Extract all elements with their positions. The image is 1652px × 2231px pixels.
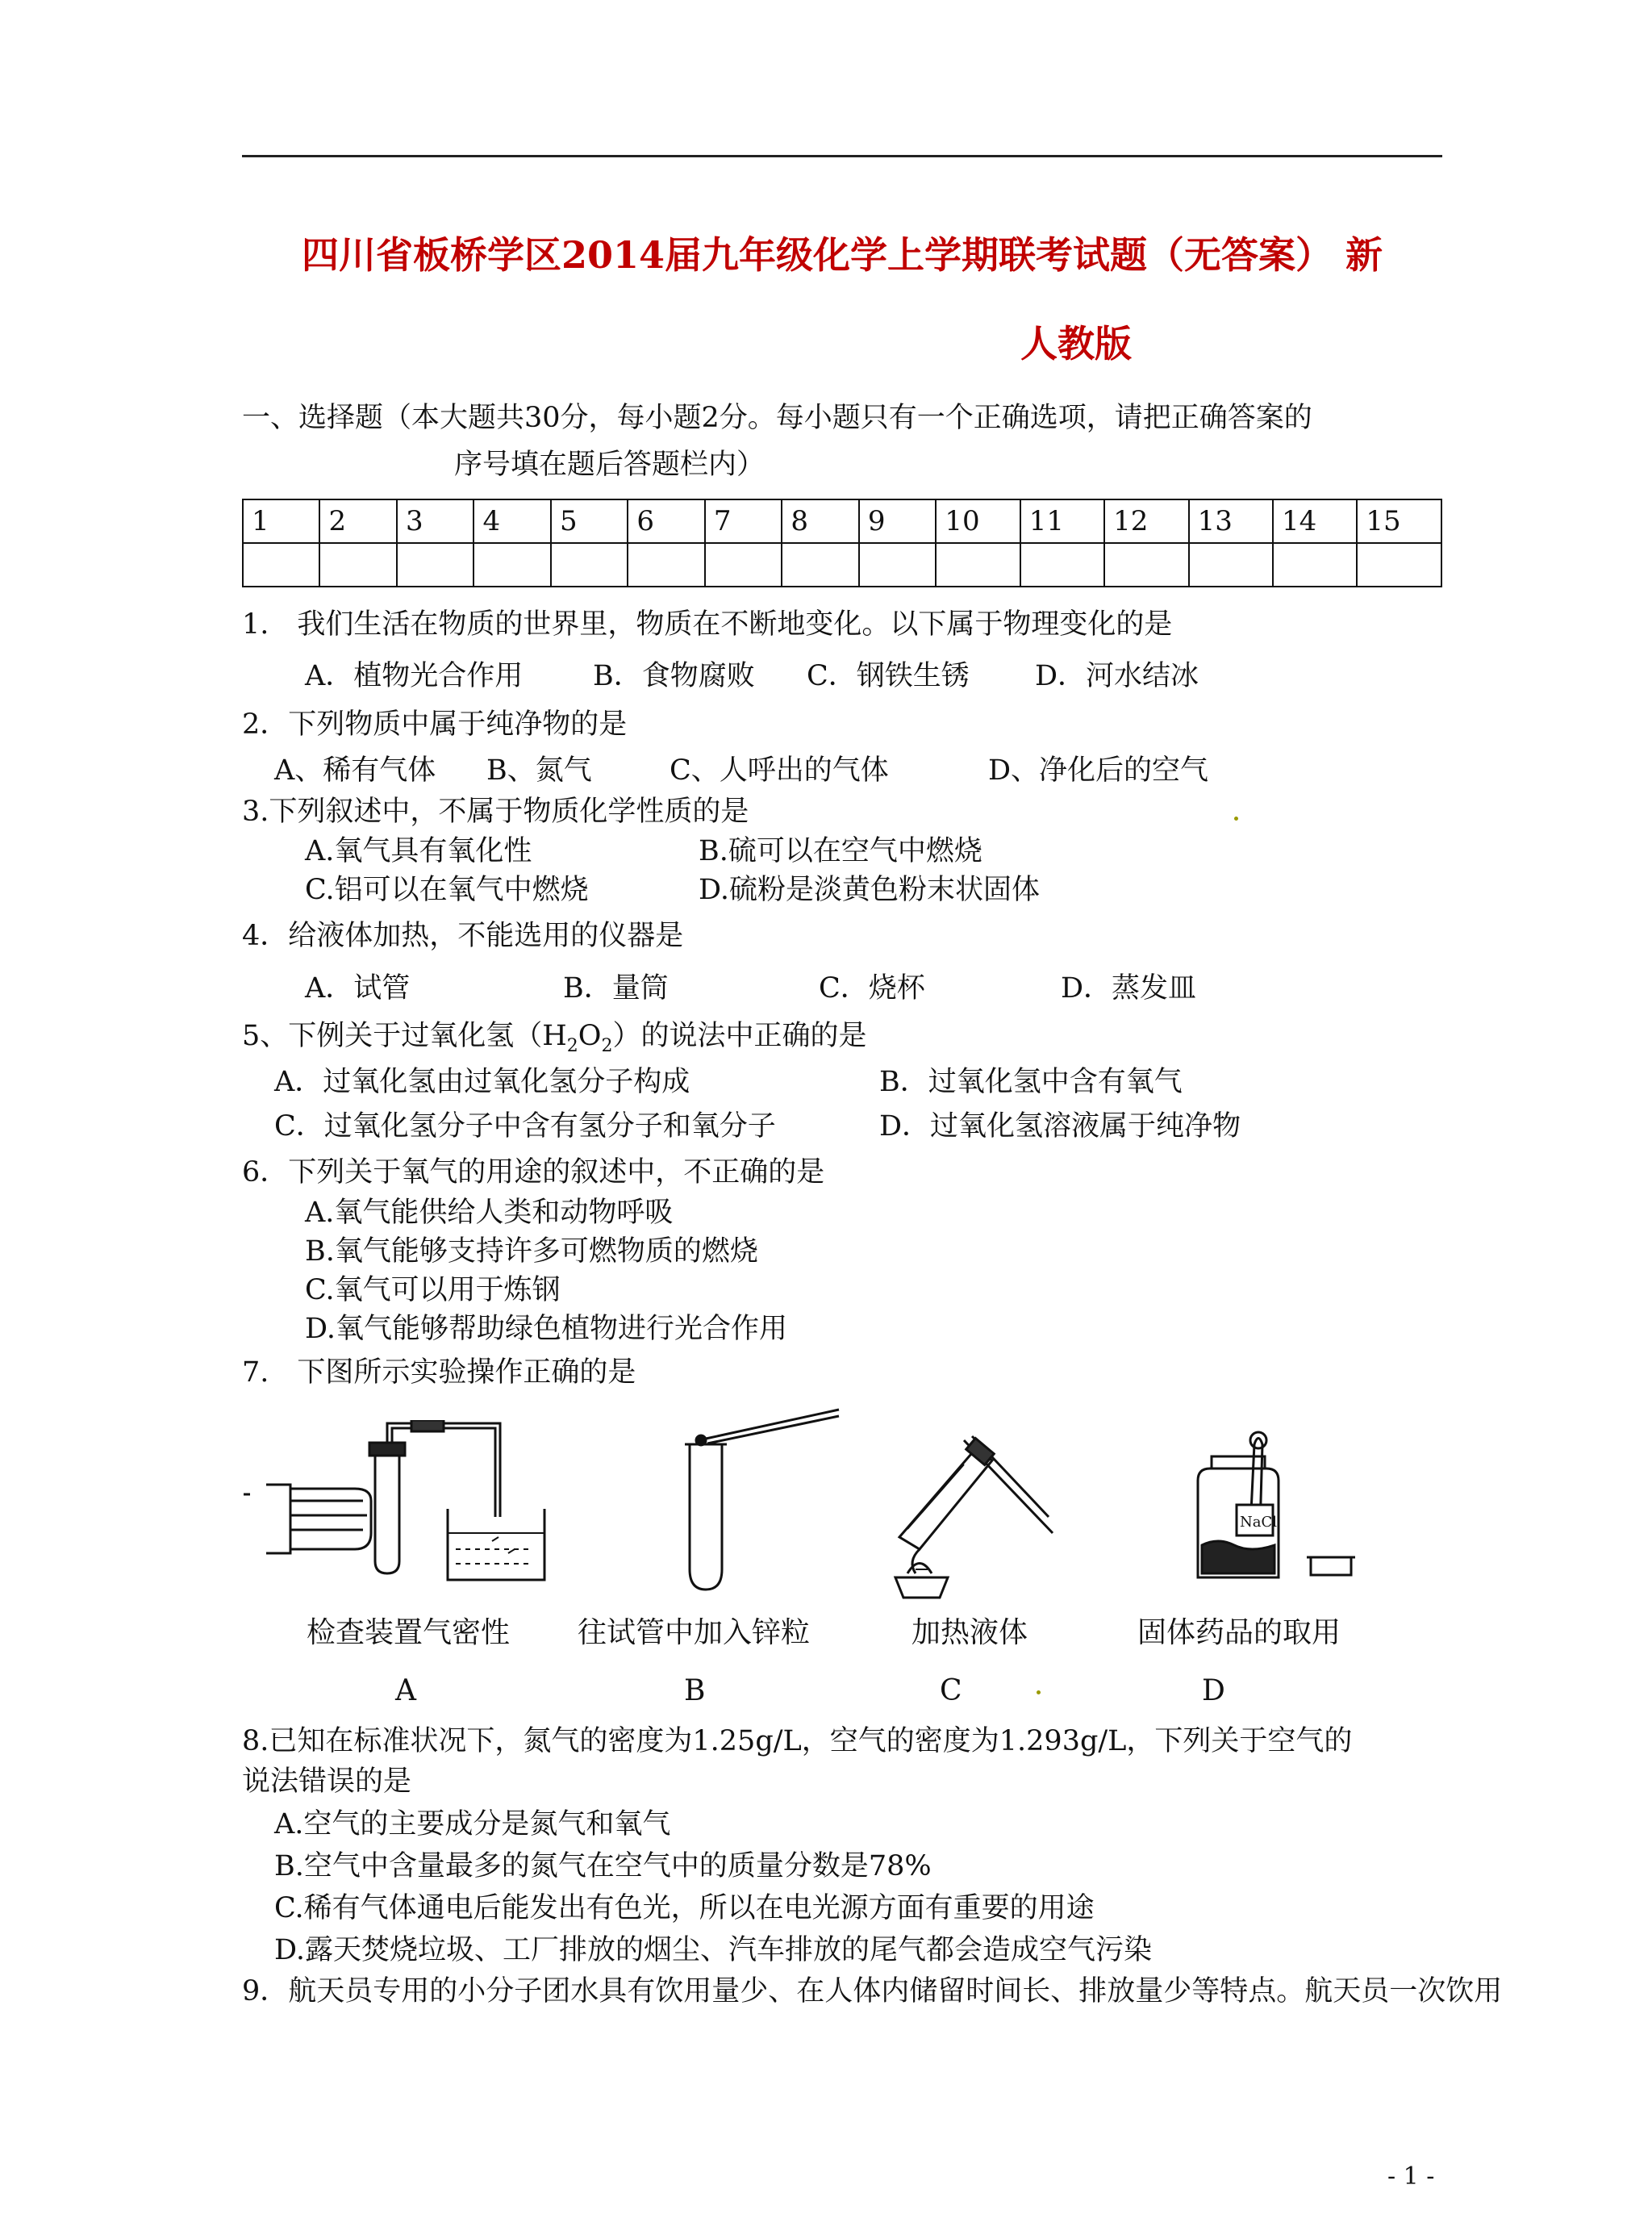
q6-option-b: B.氧气能够支持许多可燃物质的燃烧 — [305, 1235, 758, 1268]
q5-option-d: D．过氧化氢溶液属于纯净物 — [879, 1110, 1241, 1143]
answer-num-11: 11 — [1020, 499, 1104, 543]
q5-stem — [242, 1013, 867, 1056]
q8-stem-line-1: 8.已知在标准状况下，氮气的密度为1.25g/L，空气的密度为1.293g/L，下列关于空气的 — [242, 1725, 1353, 1757]
q3-option-a: A.氧气具有氧化性 — [305, 835, 532, 867]
q5-option-c: C．过氧化氢分子中含有氢分子和氧分子 — [274, 1110, 776, 1143]
fig-letter-c: C — [940, 1674, 962, 1707]
q8-option-c: C.稀有气体通电后能发出有色光，所以在电光源方面有重要的用途 — [274, 1892, 1095, 1924]
fig-caption-c: 加热液体 — [912, 1616, 1028, 1649]
q4-option-c: C．烧杯 — [819, 972, 925, 1005]
q7-stem: 7. 下图所示实验操作正确的是 — [242, 1356, 636, 1389]
q2-stem: 2．下列物质中属于纯净物的是 — [242, 708, 628, 741]
q4-option-a: A．试管 — [305, 972, 411, 1005]
q3-option-b: B.硫可以在空气中燃烧 — [699, 835, 982, 867]
fig-letter-a: A — [395, 1674, 416, 1707]
answer-cell-2[interactable] — [319, 543, 396, 587]
q8-option-a: A.空气的主要成分是氮气和氧气 — [274, 1808, 671, 1840]
q1-option-a: A．植物光合作用 — [305, 660, 524, 692]
answer-cell-3[interactable] — [397, 543, 473, 587]
answer-cell-1[interactable] — [243, 543, 319, 587]
answer-num-15: 15 — [1357, 499, 1441, 543]
answer-num-9: 9 — [859, 499, 936, 543]
q1-option-d: D．河水结冰 — [1035, 660, 1199, 692]
q4-stem: 4．给液体加热，不能选用的仪器是 — [242, 920, 684, 952]
figure-solid-reagent-bottle — [1186, 1424, 1355, 1586]
q5-option-b: B．过氧化氢中含有氧气 — [879, 1066, 1183, 1098]
q2-option-c: C、人呼出的气体 — [670, 754, 889, 787]
fig-caption-d: 固体药品的取用 — [1137, 1616, 1341, 1649]
answer-num-6: 6 — [628, 499, 704, 543]
q6-option-c: C.氧气可以用于炼钢 — [305, 1274, 561, 1306]
answer-num-3: 3 — [397, 499, 473, 543]
answer-cell-9[interactable] — [859, 543, 936, 587]
q8-option-b: B.空气中含量最多的氮气在空气中的质量分数是78% — [274, 1850, 932, 1882]
answer-cell-4[interactable] — [473, 543, 550, 587]
q8-stem-line-2: 说法错误的是 — [242, 1765, 412, 1798]
figure-add-zinc-to-test-tube — [682, 1408, 843, 1594]
answer-table-number-row — [243, 499, 1441, 543]
q5-sub-2: 2 — [601, 1036, 613, 1056]
fig-caption-a: 检查装置气密性 — [307, 1616, 511, 1649]
fig-caption-b: 往试管中加入锌粒 — [578, 1616, 811, 1649]
q5-option-a: A．过氧化氢由过氧化氢分子构成 — [274, 1066, 690, 1098]
answer-num-8: 8 — [782, 499, 858, 543]
title-line-2: 人教版 — [1020, 322, 1132, 366]
q5-sub-1: 2 — [566, 1036, 578, 1056]
q6-option-a: A.氧气能供给人类和动物呼吸 — [305, 1197, 674, 1229]
answer-cell-6[interactable] — [628, 543, 704, 587]
answer-cell-8[interactable] — [782, 543, 858, 587]
q2-option-a: A、稀有气体 — [274, 754, 436, 787]
q9-stem: 9．航天员专用的小分子团水具有饮用量少、在人体内储留时间长、排放量少等特点。航天员一次饮用 — [242, 1975, 1503, 2007]
q2-option-d: D、净化后的空气 — [988, 754, 1209, 787]
fig-letter-b: B — [684, 1674, 706, 1707]
top-rule — [242, 155, 1442, 157]
answer-cell-10[interactable] — [936, 543, 1020, 587]
page-number: - 1 - — [1387, 2162, 1435, 2191]
answer-cell-14[interactable] — [1273, 543, 1357, 587]
q4-option-b: B．量筒 — [563, 972, 669, 1005]
answer-cell-15[interactable] — [1357, 543, 1441, 587]
figure-heating-liquid — [883, 1416, 1061, 1602]
answer-num-2: 2 — [319, 499, 396, 543]
title-line-1: 四川省板桥学区2014届九年级化学上学期联考试题（无答案） 新 — [301, 233, 1383, 277]
q1-stem: 1. 我们生活在物质的世界里，物质在不断地变化。以下属于物理变化的是 — [242, 608, 1173, 641]
figure-airtightness-check — [242, 1420, 549, 1581]
q1-option-c: C．钢铁生锈 — [807, 660, 970, 692]
section1-heading-cont: 序号填在题后答题栏内） — [454, 449, 766, 481]
answer-num-13: 13 — [1189, 499, 1273, 543]
section1-heading: 一、选择题（本大题共30分，每小题2分。每小题只有一个正确选项，请把正确答案的 — [242, 402, 1312, 434]
answer-num-4: 4 — [473, 499, 550, 543]
stray-dot — [1234, 817, 1238, 821]
q4-option-d: D．蒸发皿 — [1061, 972, 1197, 1005]
answer-num-5: 5 — [551, 499, 628, 543]
answer-cell-13[interactable] — [1189, 543, 1273, 587]
answer-cell-5[interactable] — [551, 543, 628, 587]
answer-cell-7[interactable] — [705, 543, 782, 587]
q3-option-c: C.铝可以在氧气中燃烧 — [305, 874, 589, 906]
answer-table — [242, 499, 1442, 587]
q1-option-b: B．食物腐败 — [593, 660, 755, 692]
answer-cell-12[interactable] — [1104, 543, 1188, 587]
answer-num-1: 1 — [243, 499, 319, 543]
q3-option-d: D.硫粉是淡黄色粉末状固体 — [699, 874, 1040, 906]
fig-letter-d: D — [1202, 1674, 1225, 1707]
q6-stem: 6．下列关于氧气的用途的叙述中，不正确的是 — [242, 1156, 825, 1189]
bottle-label-text: NaCl — [1240, 1514, 1278, 1531]
q5-stem-pre: 5、下例关于过氧化氢（H — [242, 1020, 567, 1052]
q5-stem-mid: O — [578, 1020, 602, 1052]
q3-stem: 3.下列叙述中，不属于物质化学性质的是 — [242, 796, 749, 828]
q8-option-d: D.露天焚烧垃圾、工厂排放的烟尘、汽车排放的尾气都会造成空气污染 — [274, 1934, 1152, 1966]
answer-num-14: 14 — [1273, 499, 1357, 543]
answer-num-12: 12 — [1104, 499, 1188, 543]
stray-dot-2 — [1037, 1690, 1041, 1694]
answer-table-blank-row — [243, 543, 1441, 587]
answer-num-10: 10 — [936, 499, 1020, 543]
q6-option-d: D.氧气能够帮助绿色植物进行光合作用 — [305, 1313, 787, 1345]
answer-cell-11[interactable] — [1020, 543, 1104, 587]
q5-stem-post: ）的说法中正确的是 — [612, 1020, 867, 1052]
answer-num-7: 7 — [705, 499, 782, 543]
q2-option-b: B、氮气 — [486, 754, 592, 787]
